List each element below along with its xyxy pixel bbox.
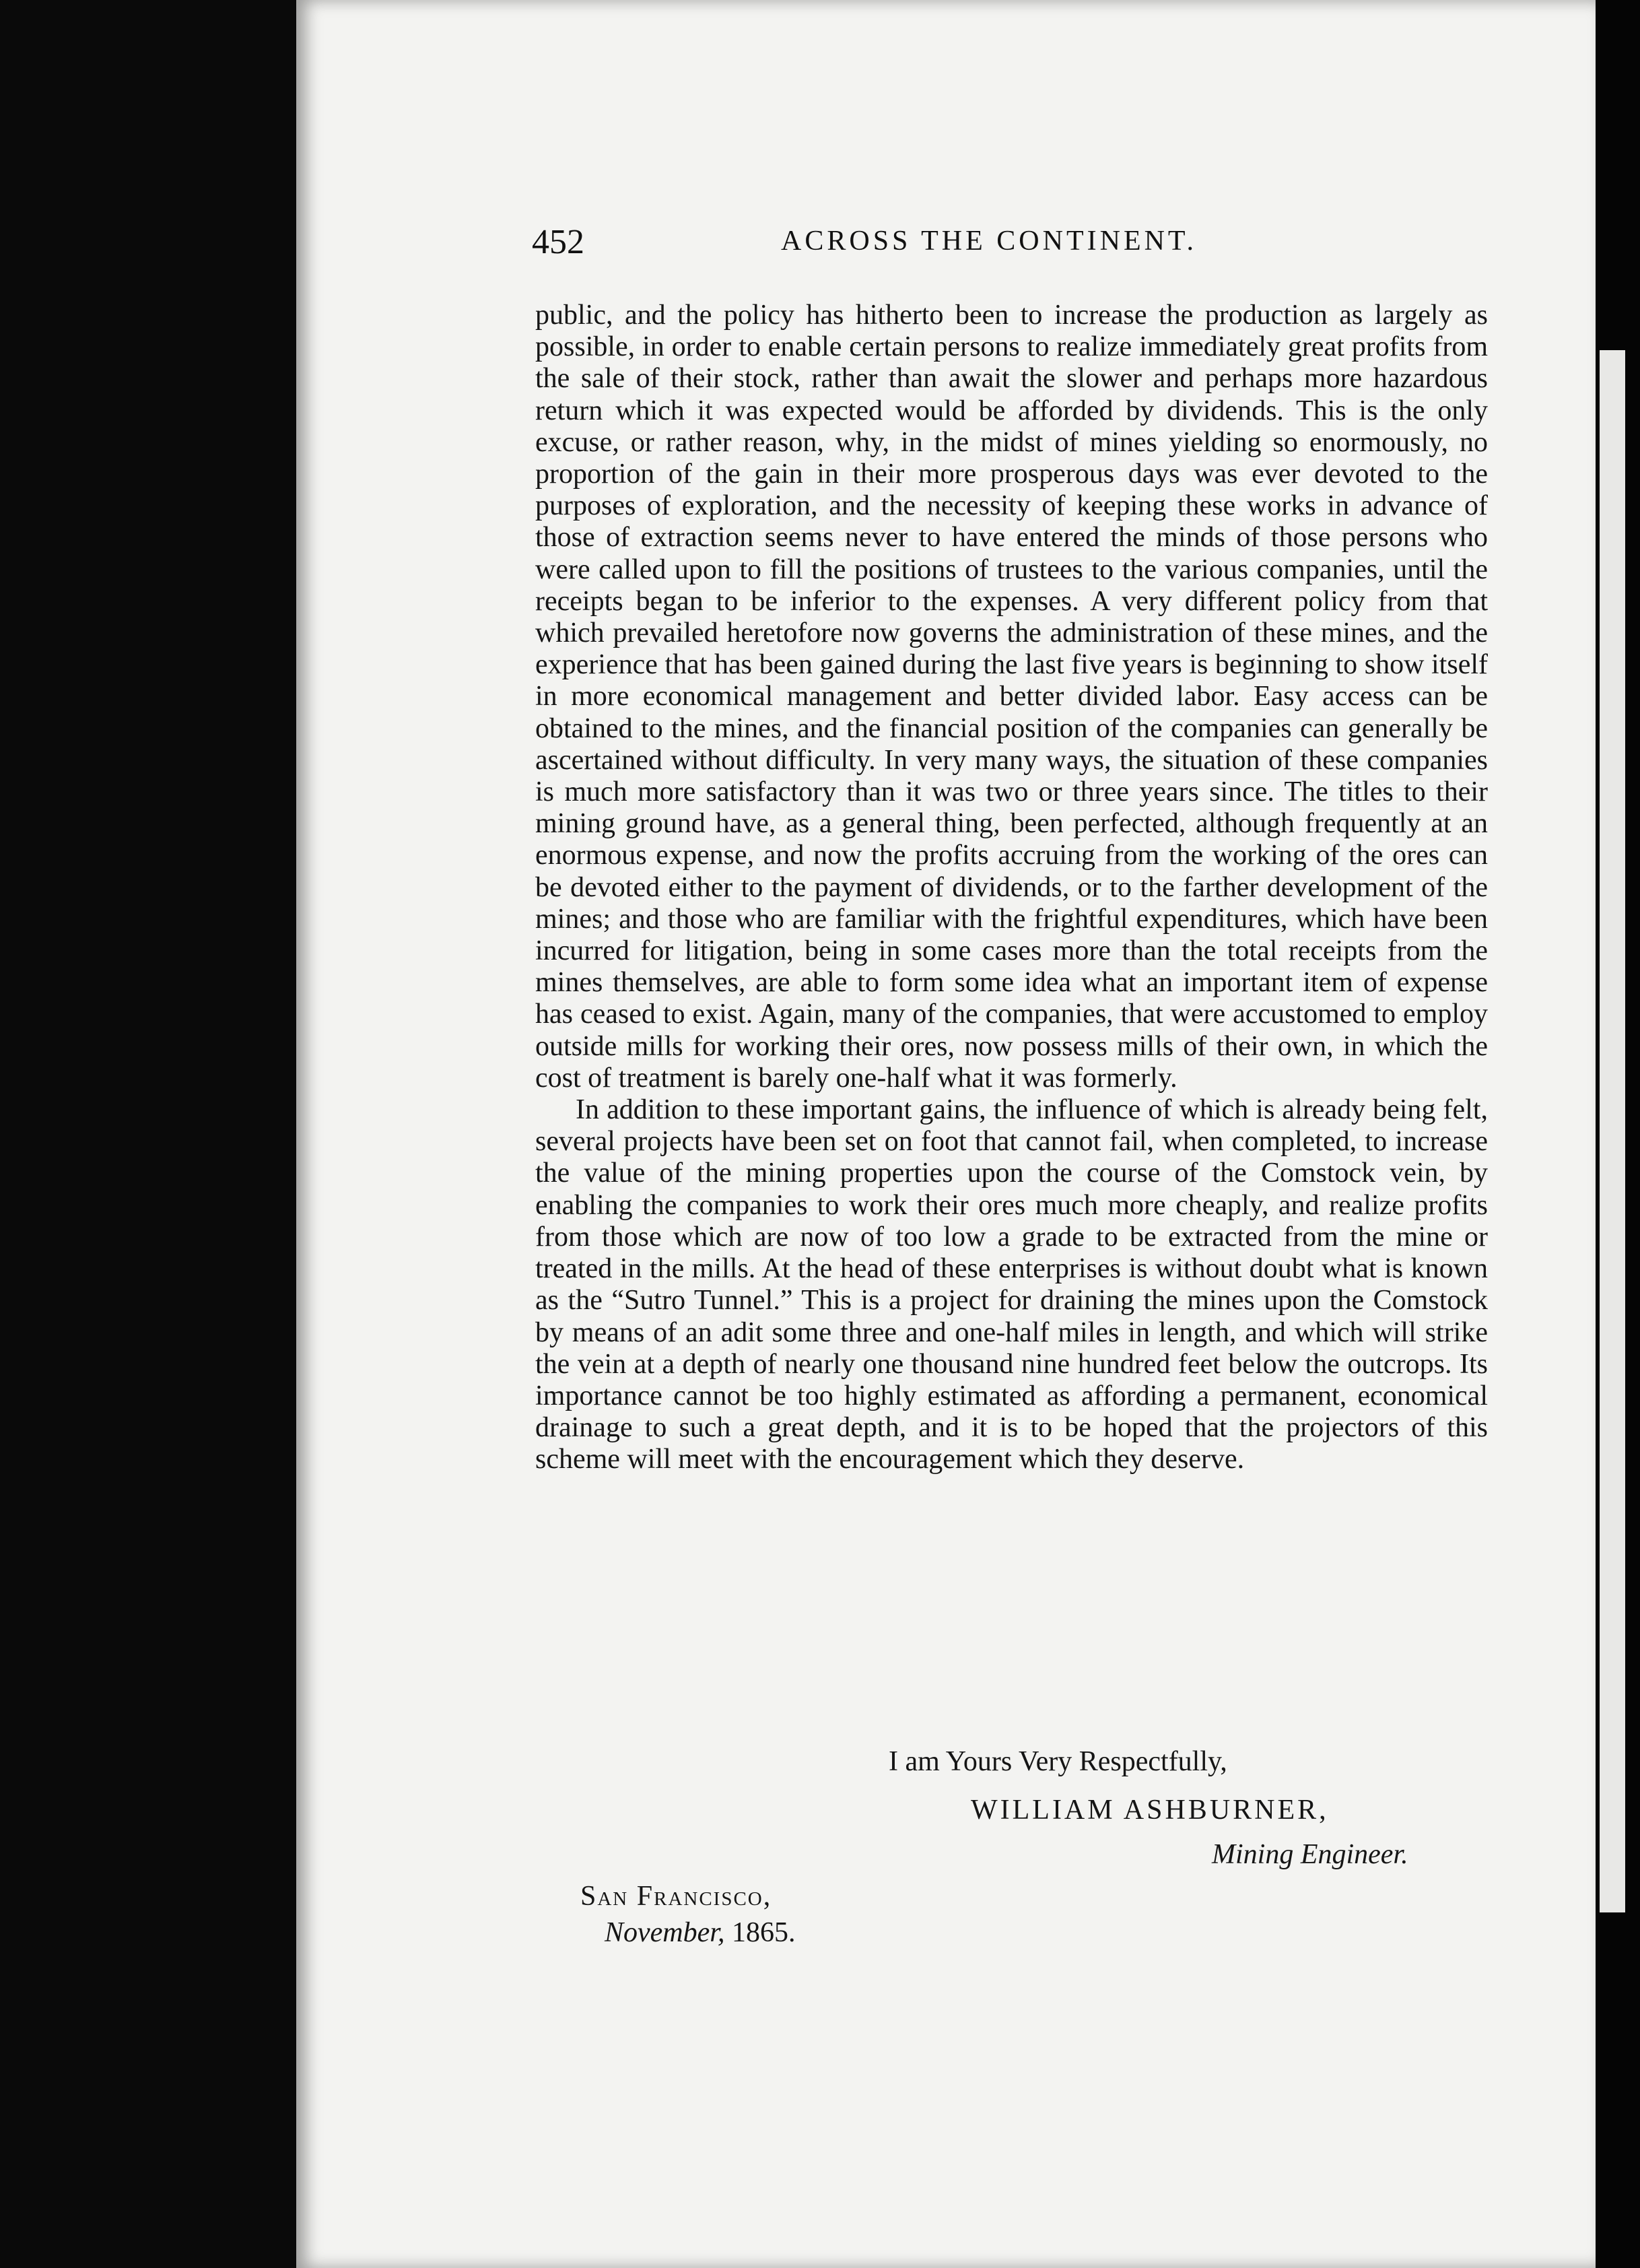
signature-title: Mining Engineer. xyxy=(1212,1839,1408,1870)
body-text xyxy=(535,300,1488,1476)
page-header xyxy=(532,222,1488,269)
adjacent-page-edge xyxy=(1600,350,1625,1912)
running-head: ACROSS THE CONTINENT. xyxy=(781,226,1197,257)
closing-salutation: I am Yours Very Respectfully, xyxy=(889,1746,1227,1777)
dateline-date xyxy=(605,1916,795,1949)
dateline-year: 1865. xyxy=(731,1917,796,1948)
page-number: 452 xyxy=(532,223,584,261)
scan-left-margin xyxy=(0,0,296,2268)
paragraph: In addition to these important gains, the influence of which is already being felt, several projects have been set on foot that cannot fail, when completed, to increase the value of the mining properties upon the course of the Comstock vein, by enabling the companies to work their ores much more cheaply, and realize profits from those which are now of too low a grade to be extracted from the mine or treated in the mills. At the head of these enterprises is without doubt what is known as the “Sutro Tunnel.” This is a project for draining the mines upon the Comstock by means of an adit some three and one-half miles in length, and which will strike the vein at a depth of nearly one thousand nine hundred feet below the outcrops. Its importance cannot be too highly estimated as affording a permanent, economical drainage to such a great depth, and it is to be hoped that the projectors of this scheme will meet with the encouragement which they deserve. xyxy=(535,1094,1488,1475)
dateline-month: November, xyxy=(605,1917,725,1948)
dateline-place: San Francisco, xyxy=(580,1881,772,1912)
signature-name: WILLIAM ASHBURNER, xyxy=(971,1795,1329,1826)
paragraph: public, and the policy has hitherto been to increase the production as largely as possible, in order to enable certain persons to realize immediately great profits from the sale of their stock, rather than await the slower and perhaps more hazardous return which it was expected would be afforded by dividends. This is the only excuse, or rather reason, why, in the midst of mines yielding so enormously, no proportion of the gain in their more prosperous days was ever devoted to the purposes of exploration, and the necessity of keeping these works in advance of those of extraction seems never to have entered the minds of those persons who were called upon to fill the positions of trustees to the various companies, until the receipts began to be inferior to the expenses. A very different policy from that which prevailed heretofore now governs the administration of these mines, and the experience that has been gained during the last five years is beginning to show itself in more economical management and better divided labor. Easy access can be obtained to the mines, and the financial position of the companies can generally be ascertained without difficulty. In very many ways, the situation of these companies is much more satisfactory than it was two or three years since. The titles to their mining ground have, as a general thing, been perfected, although frequently at an enormous expense, and now the profits accruing from the working of the ores can be devoted either to the payment of dividends, or to the farther development of the mines; and those who are familiar with the frightful expenditures, which have been incurred for litigation, being in some cases more than the total receipts from the mines themselves, are able to form some idea what an important item of expense has ceased to exist. Again, many of the companies, that were accustomed to employ outside mills for working their ores, now possess mills of their own, in which the cost of treatment is barely one-half what it was formerly. xyxy=(535,300,1488,1094)
